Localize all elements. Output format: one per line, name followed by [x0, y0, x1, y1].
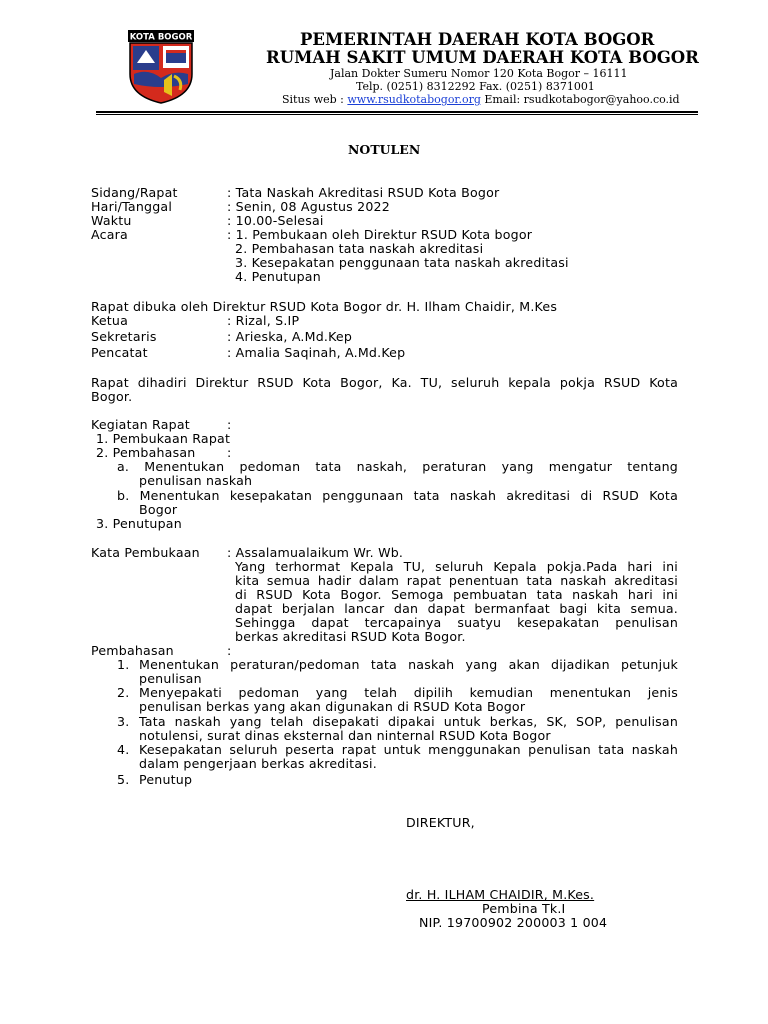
kegiatan-sub-a-line1: a. Menentukan pedoman tata naskah, peraturan yang mengatur tentang	[117, 459, 678, 474]
web-prefix: Situs web :	[282, 93, 348, 106]
kata-pembukaan-line: Yang terhormat Kepala TU, seluruh Kepala pokja.Pada hari ini	[235, 559, 678, 574]
letterhead-address: Jalan Dokter Sumeru Nomor 120 Kota Bogor – 16111	[330, 67, 628, 80]
kegiatan-heading: Kegiatan Rapat	[91, 417, 190, 432]
meta-value-waktu: : 10.00-Selesai	[227, 213, 324, 228]
signature-title: DIREKTUR,	[406, 815, 475, 830]
acara-item-3: 3. Kesepakatan penggunaan tata naskah akreditasi	[235, 255, 569, 270]
kata-pembukaan-line: kita semua hadir dalam rapat penentuan tata naskah akreditasi	[235, 573, 678, 588]
website-link[interactable]: www.rsudkotabogor.org	[347, 93, 481, 106]
official-label-sekretaris: Sekretaris	[91, 329, 157, 344]
kata-pembukaan-first: : Assalamualaikum Wr. Wb.	[227, 545, 404, 560]
kata-pembukaan-last: berkas akreditasi RSUD Kota Bogor.	[235, 629, 466, 644]
pembahasan-item-line1: Penutup	[139, 772, 193, 787]
kota-bogor-logo	[128, 30, 194, 104]
acara-item-2: 2. Pembahasan tata naskah akreditasi	[235, 241, 484, 256]
pembahasan-item-line1: Menyepakati pedoman yang telah dipilih kemudian menentukan jenis	[139, 685, 678, 700]
pembahasan-item-line2: penulisan	[139, 671, 202, 686]
letterhead-line2: RUMAH SAKIT UMUM DAERAH KOTA BOGOR	[266, 48, 699, 67]
official-value-pencatat: : Amalia Saqinah, A.Md.Kep	[227, 345, 406, 360]
pembahasan-item-num: 1.	[117, 657, 130, 672]
attendance-line1: Rapat dihadiri Direktur RSUD Kota Bogor, Ka. TU, seluruh kepala pokja RSUD Kota	[91, 375, 678, 390]
kata-pembukaan-line: Sehingga dapat tercapainya suatyu kesepakatan penulisan	[235, 615, 678, 630]
kegiatan-item-2-colon: :	[227, 445, 232, 460]
meta-value-hari: : Senin, 08 Agustus 2022	[227, 199, 390, 214]
kegiatan-sub-a-line2: penulisan naskah	[139, 473, 253, 488]
official-value-sekretaris: : Arieska, A.Md.Kep	[227, 329, 353, 344]
meta-label-acara: Acara	[91, 227, 128, 242]
kata-pembukaan-line: di RSUD Kota Bogor. Semoga pembuatan tata naskah hari ini	[235, 587, 678, 602]
letterhead-phone: Telp. (0251) 8312292 Fax. (0251) 8371001	[356, 80, 595, 93]
kegiatan-item-1: 1. Pembukaan Rapat	[96, 431, 231, 446]
pembahasan-item-num: 2.	[117, 685, 130, 700]
kegiatan-item-3: 3. Penutupan	[96, 516, 182, 531]
pembahasan-item-line1: Menentukan peraturan/pedoman tata naskah yang akan dijadikan petunjuk	[139, 657, 678, 672]
official-label-pencatat: Pencatat	[91, 345, 148, 360]
pembahasan-item-line2: dalam pengerjaan berkas akreditasi.	[139, 756, 377, 771]
pembahasan-item-num: 5.	[117, 772, 130, 787]
pembahasan-item-num: 4.	[117, 742, 130, 757]
meta-label-hari: Hari/Tanggal	[91, 199, 173, 214]
kata-pembukaan-label: Kata Pembukaan	[91, 545, 200, 560]
meta-value-sidang: : Tata Naskah Akreditasi RSUD Kota Bogor	[227, 185, 500, 200]
meta-label-waktu: Waktu	[91, 213, 132, 228]
logo-text: KOTA BOGOR	[129, 32, 193, 43]
signature-nip: NIP. 19700902 200003 1 004	[419, 915, 608, 930]
meta-value-acara: : 1. Pembukaan oleh Direktur RSUD Kota bogor	[227, 227, 533, 242]
signature-name: dr. H. ILHAM CHAIDIR, M.Kes.	[406, 887, 595, 902]
pembahasan-item-line1: Tata naskah yang telah disepakati dipakai untuk berkas, SK, SOP, penulisan	[139, 714, 678, 729]
meta-label-sidang: Sidang/Rapat	[91, 185, 178, 200]
signature-rank: Pembina Tk.I	[482, 901, 566, 916]
letterhead-web	[282, 93, 680, 106]
kata-pembukaan-line: dapat berjalan lancar dan dapat bermanfaat bagi kita semua.	[235, 601, 678, 616]
pembahasan-item-line1: Kesepakatan seluruh peserta rapat untuk menggunakan penulisan tata naskah	[139, 742, 678, 757]
pembahasan-colon: :	[227, 643, 232, 658]
pembahasan-heading: Pembahasan	[91, 643, 174, 658]
letterhead-rule-thick	[96, 111, 698, 113]
pembahasan-item-line2: penulisan berkas yang akan digunakan di RSUD Kota Bogor	[139, 699, 526, 714]
kegiatan-sub-b-line2: Bogor	[139, 502, 178, 517]
acara-item-4: 4. Penutupan	[235, 269, 321, 284]
official-label-ketua: Ketua	[91, 313, 129, 328]
letterhead-line1: PEMERINTAH DAERAH KOTA BOGOR	[300, 30, 655, 49]
attendance-line2: Bogor.	[91, 389, 133, 404]
kegiatan-sub-b-line1: b. Menentukan kesepakatan penggunaan tata naskah akreditasi di RSUD Kota	[117, 488, 678, 503]
letterhead-rule-thin	[96, 114, 698, 115]
email-text: Email: rsudkotabogor@yahoo.co.id	[480, 93, 680, 106]
kegiatan-item-2: 2. Pembahasan	[96, 445, 196, 460]
kegiatan-colon: :	[227, 417, 232, 432]
opening-line: Rapat dibuka oleh Direktur RSUD Kota Bogor dr. H. Ilham Chaidir, M.Kes	[91, 299, 558, 314]
official-value-ketua: : Rizal, S.IP	[227, 313, 300, 328]
pembahasan-item-line2: notulensi, surat dinas eksternal dan ninternal RSUD Kota Bogor	[139, 728, 551, 743]
document-title: NOTULEN	[348, 142, 421, 157]
pembahasan-item-num: 3.	[117, 714, 130, 729]
